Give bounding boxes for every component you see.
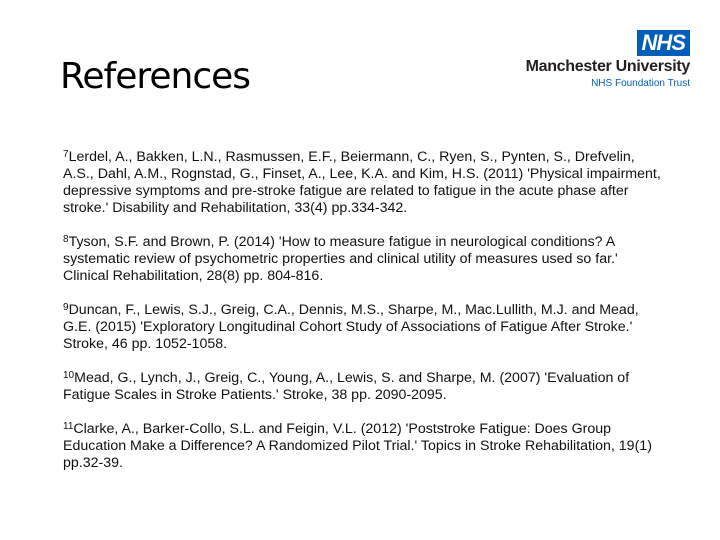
reference-item — [63, 418, 663, 472]
reference-text: Clarke, A., Barker-Collo, S.L. and Feigin, V.L. (2012) 'Poststroke Fatigue: Does Group Education Make a Difference? A Randomized Pilot Trial.' Topics in Stroke Rehabilitation, 19(1) pp.32-39. — [63, 421, 652, 471]
reference-number: 9 — [63, 302, 69, 313]
reference-text: Lerdel, A., Bakken, L.N., Rasmussen, E.F., Beiermann, C., Ryen, S., Pynten, S., Drefvelin, A.S., Dahl, A.M., Rognstad, G., Finset, A., Lee, K.A. and Kim, H.S. (2011) 'Physical impairment, depressive symptoms and pre-stroke fatigue are related to fatigue in the acute phase after stroke.' Disability and Rehabilitation, 33(4) pp.334-342. — [63, 149, 661, 216]
nhs-logo-box: NHS — [637, 30, 690, 56]
reference-number: 11 — [63, 421, 74, 432]
reference-text: Mead, G., Lynch, J., Greig, C., Young, A., Lewis, S. and Sharpe, M. (2007) 'Evaluation of Fatigue Scales in Stroke Patients.' Stroke, 38 pp. 2090-2095. — [63, 370, 630, 403]
slide-title: References — [60, 56, 251, 97]
reference-item — [63, 367, 663, 404]
reference-number: 8 — [63, 234, 69, 245]
reference-list — [63, 146, 663, 486]
reference-item — [63, 146, 663, 217]
organisation-subtitle: NHS Foundation Trust — [591, 78, 690, 89]
nhs-trust-logo — [500, 30, 690, 92]
reference-number: 7 — [63, 149, 69, 160]
reference-item — [63, 231, 663, 285]
reference-number: 10 — [63, 370, 75, 381]
reference-text: Tyson, S.F. and Brown, P. (2014) 'How to measure fatigue in neurological conditions? A systematic review of psychometric properties and clinical utility of measures used so far.' Clinical Rehabilitation, 28(8) pp. 804-816. — [63, 234, 618, 284]
organisation-name: Manchester University — [525, 58, 690, 75]
reference-text: Duncan, F., Lewis, S.J., Greig, C.A., Dennis, M.S., Sharpe, M., Mac.Lullith, M.J. and Mead, G.E. (2015) 'Exploratory Longitudinal Cohort Study of Associations of Fatigue After Stroke.' Stroke, 46 pp. 1052-1058. — [63, 302, 639, 352]
reference-item — [63, 299, 663, 353]
